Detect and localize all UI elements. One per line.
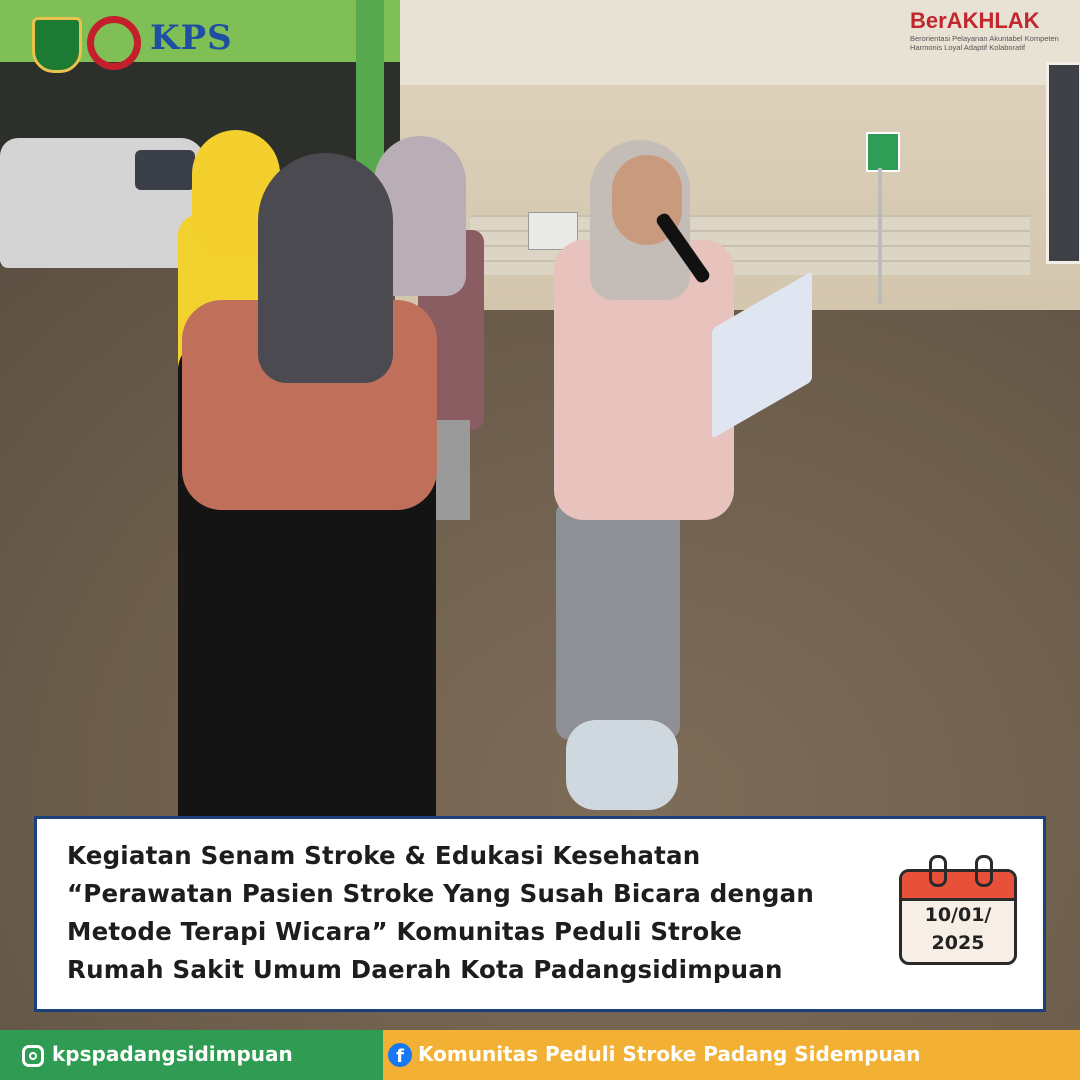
caption-line: Metode Terapi Wicara” Komunitas Peduli Stroke xyxy=(67,917,743,946)
berakhlak-logo xyxy=(910,8,1060,52)
caption-line: Kegiatan Senam Stroke & Edukasi Kesehatan xyxy=(67,841,701,870)
event-date-line2: 2025 xyxy=(931,932,985,954)
caption-line: Rumah Sakit Umum Daerah Kota Padangsidimpuan xyxy=(67,955,783,984)
hospital-logo xyxy=(87,16,141,70)
person-pink-shoes xyxy=(566,720,678,810)
caption-text xyxy=(67,837,887,989)
sign-post xyxy=(878,168,882,304)
caption-line: “Perawatan Pasien Stroke Yang Susah Bicara dengan xyxy=(67,879,815,908)
facebook-icon: f xyxy=(388,1043,412,1067)
city-crest-logo xyxy=(32,17,82,73)
event-date xyxy=(899,901,1017,957)
van-window xyxy=(135,150,195,190)
berakhlak-title: BerAKHLAK xyxy=(910,8,1040,33)
event-date-line1: 10/01/ xyxy=(924,904,992,926)
building-window xyxy=(1046,62,1080,264)
calendar-ring-left xyxy=(929,855,947,887)
instagram-icon xyxy=(22,1045,44,1067)
calendar-icon xyxy=(899,855,1017,965)
instagram-handle[interactable]: kpspadangsidimpuan xyxy=(52,1042,293,1066)
person-pink-legs xyxy=(556,500,680,740)
berakhlak-subtitle: Berorientasi Pelayanan Akuntabel Kompeten Harmonis Loyal Adaptif Kolaboratif xyxy=(910,34,1059,52)
kps-logo: KPS xyxy=(150,18,233,58)
calendar-header xyxy=(902,872,1014,901)
exit-sign xyxy=(866,132,900,172)
facebook-page[interactable]: Komunitas Peduli Stroke Padang Sidempuan xyxy=(418,1042,921,1066)
calendar-ring-right xyxy=(975,855,993,887)
footer-bar xyxy=(0,1030,1080,1080)
caption-box xyxy=(34,816,1046,1012)
person-floral-hijab xyxy=(258,153,393,383)
